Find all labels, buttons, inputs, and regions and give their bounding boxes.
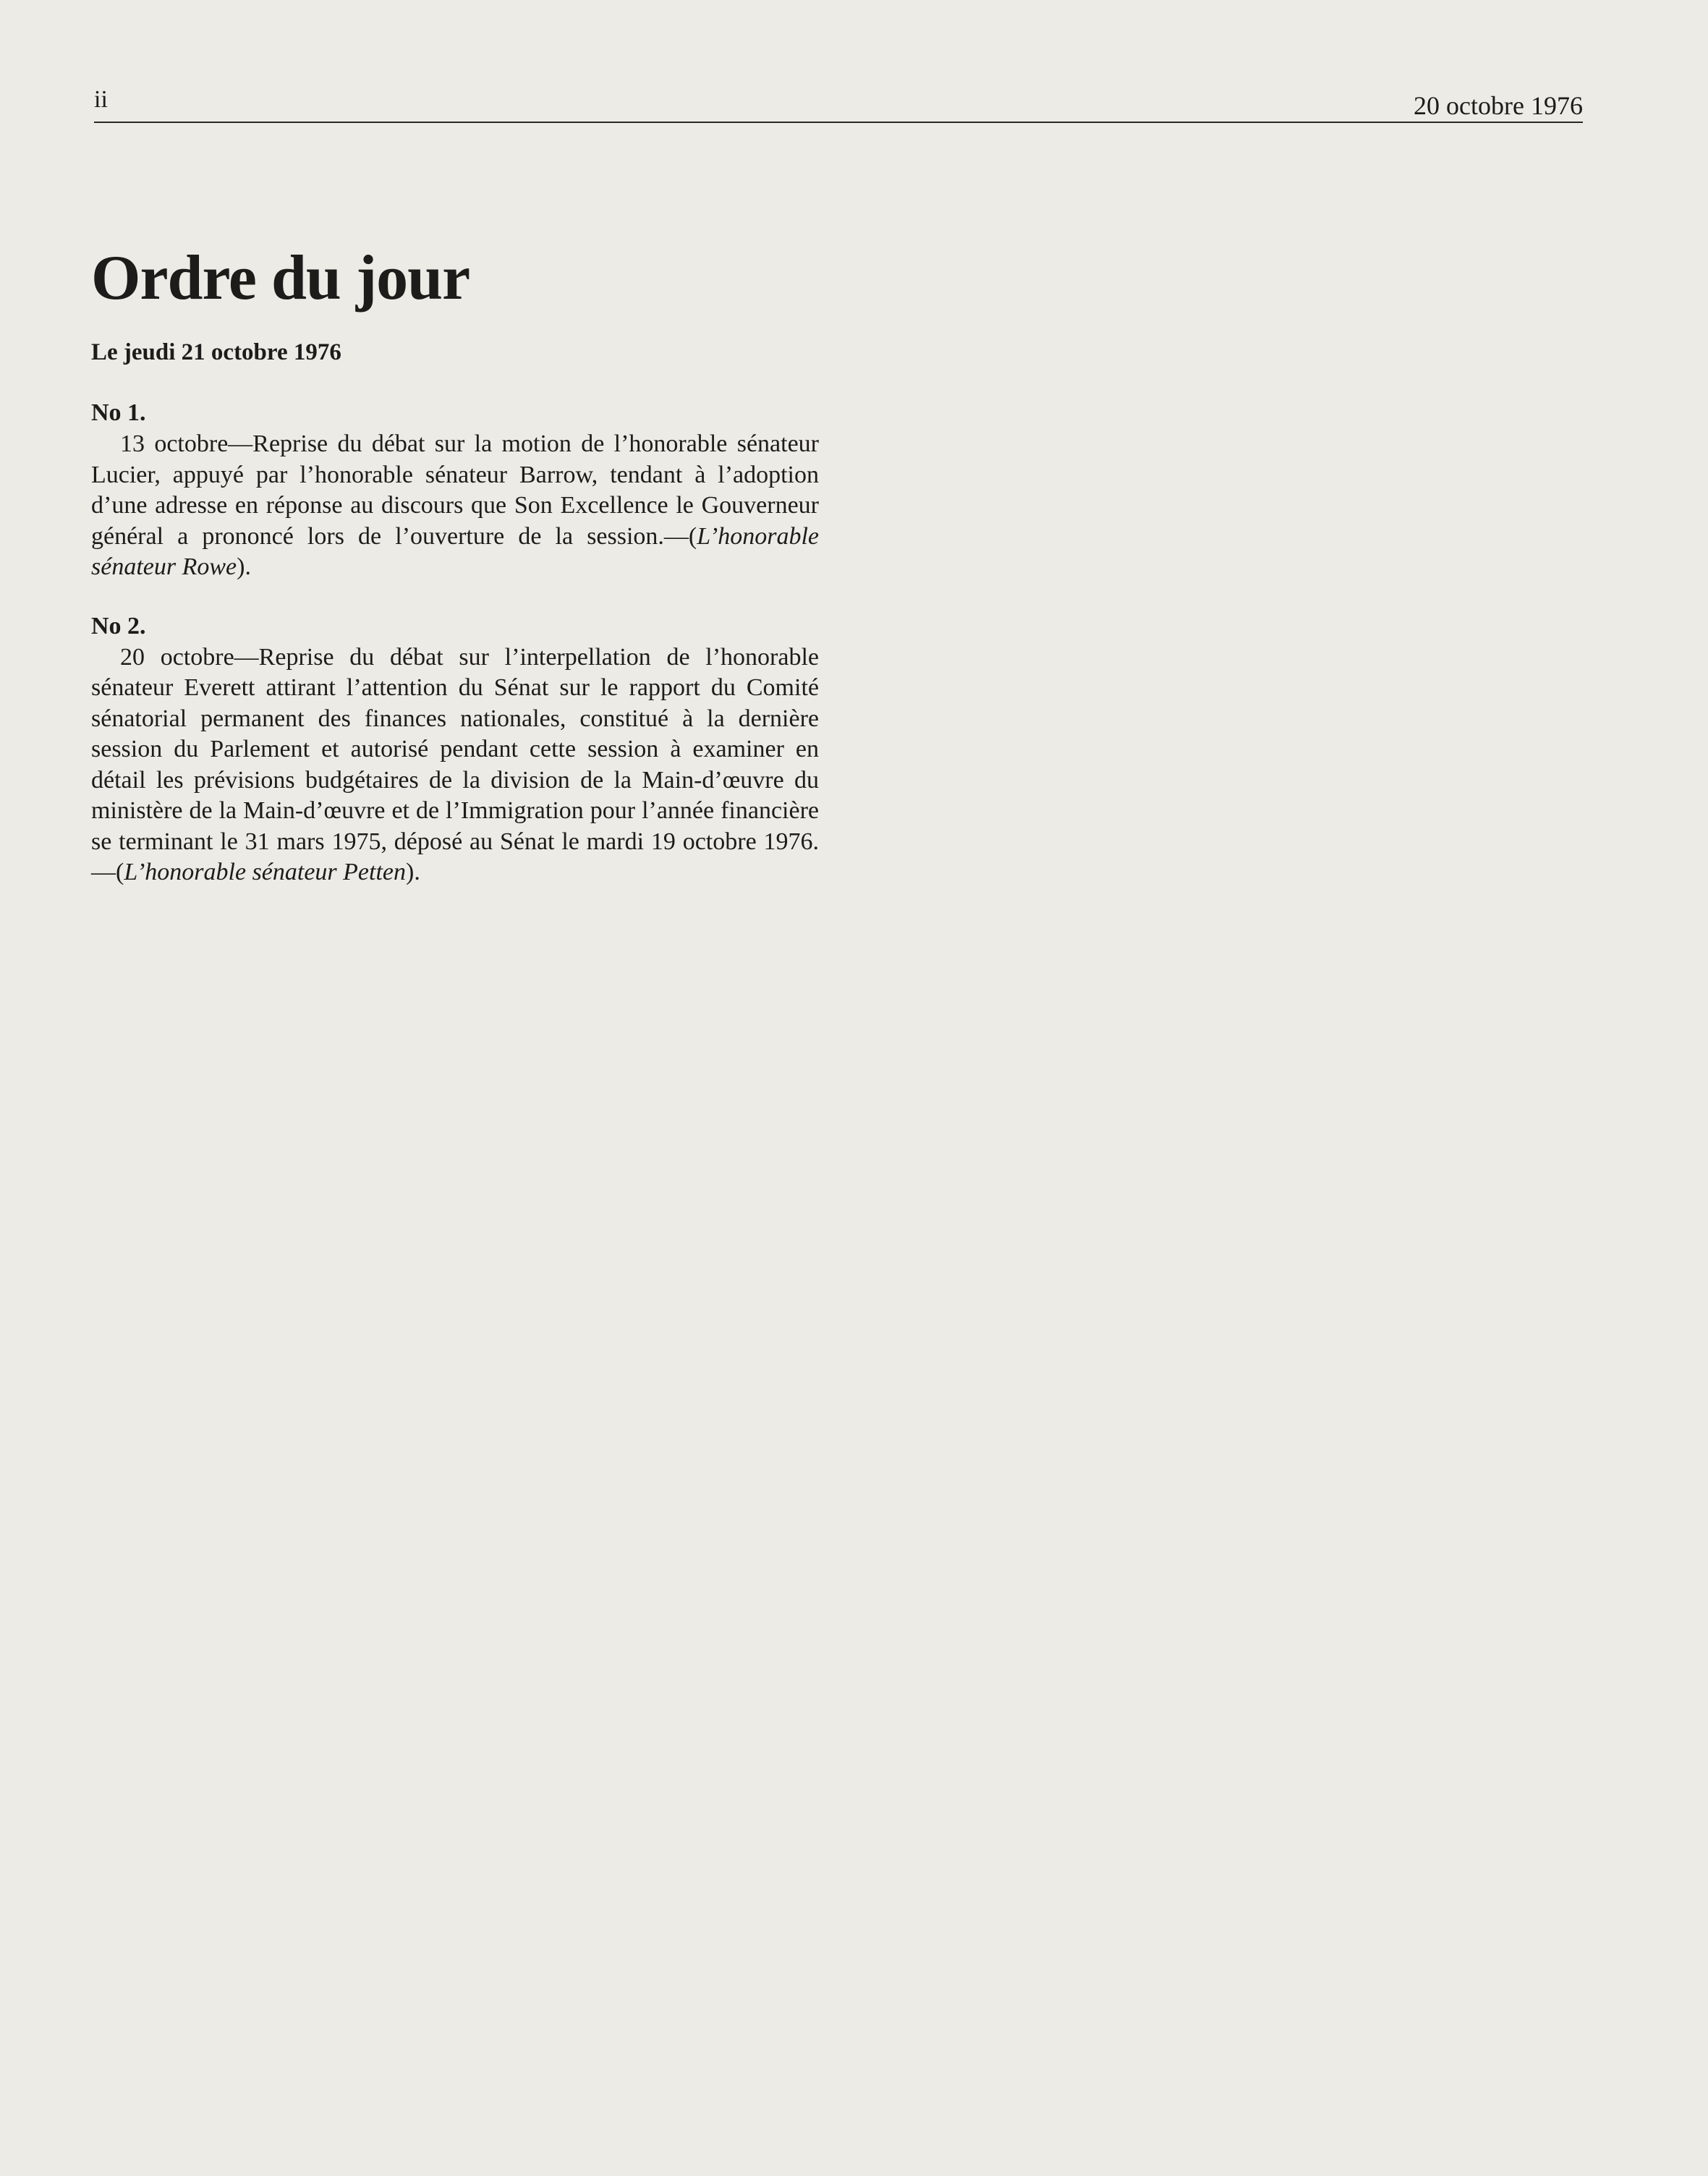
agenda-item-closing: ). — [237, 553, 251, 580]
page-title: Ordre du jour — [91, 243, 470, 313]
agenda-item-attribution: L’honorable sénateur Petten — [124, 859, 406, 885]
agenda-item-attribution: L’honorable sénateur Rowe — [91, 522, 819, 580]
agenda-item-number: No 2. — [91, 612, 146, 639]
page-number: ii — [94, 86, 108, 113]
agenda-item-1 — [91, 397, 819, 583]
page-header — [94, 85, 1583, 129]
agenda-item-text — [91, 429, 819, 583]
header-rule — [94, 122, 1583, 123]
agenda-item-body: 13 octobre—Reprise du débat sur la motion de l’honorable sénateur Lucier, appuyé par l’honorable sénateur Barrow, tendant à l’adoption d’une adresse en réponse au discours que Son Excellence le Gouverneur général a prononcé lors de l’ouverture de la session.—( — [91, 430, 819, 550]
order-of-business-column — [91, 242, 819, 916]
agenda-item-body: 20 octobre—Reprise du débat sur l’interpellation de l’honorable sénateur Everett attirant l’attention du Sénat sur le rapport du Comité sénatorial permanent des finances nationales, constitué à la dernière session du Parlement et autorisé pendant cette session à examiner en détail les prévisions budgétaires de la division de la Main-d’œuvre du ministère de la Main-d’œuvre et de l’Immigration pour l’année financière se terminant le 31 mars 1975, déposé au Sénat le mardi 19 octobre 1976.—( — [91, 643, 819, 885]
agenda-item-text — [91, 642, 819, 888]
session-date: Le jeudi 21 octobre 1976 — [91, 339, 341, 365]
agenda-item-closing: ). — [406, 859, 420, 885]
agenda-item-2 — [91, 611, 819, 888]
agenda-item-number: No 1. — [91, 399, 146, 426]
header-date: 20 octobre 1976 — [1414, 91, 1583, 120]
